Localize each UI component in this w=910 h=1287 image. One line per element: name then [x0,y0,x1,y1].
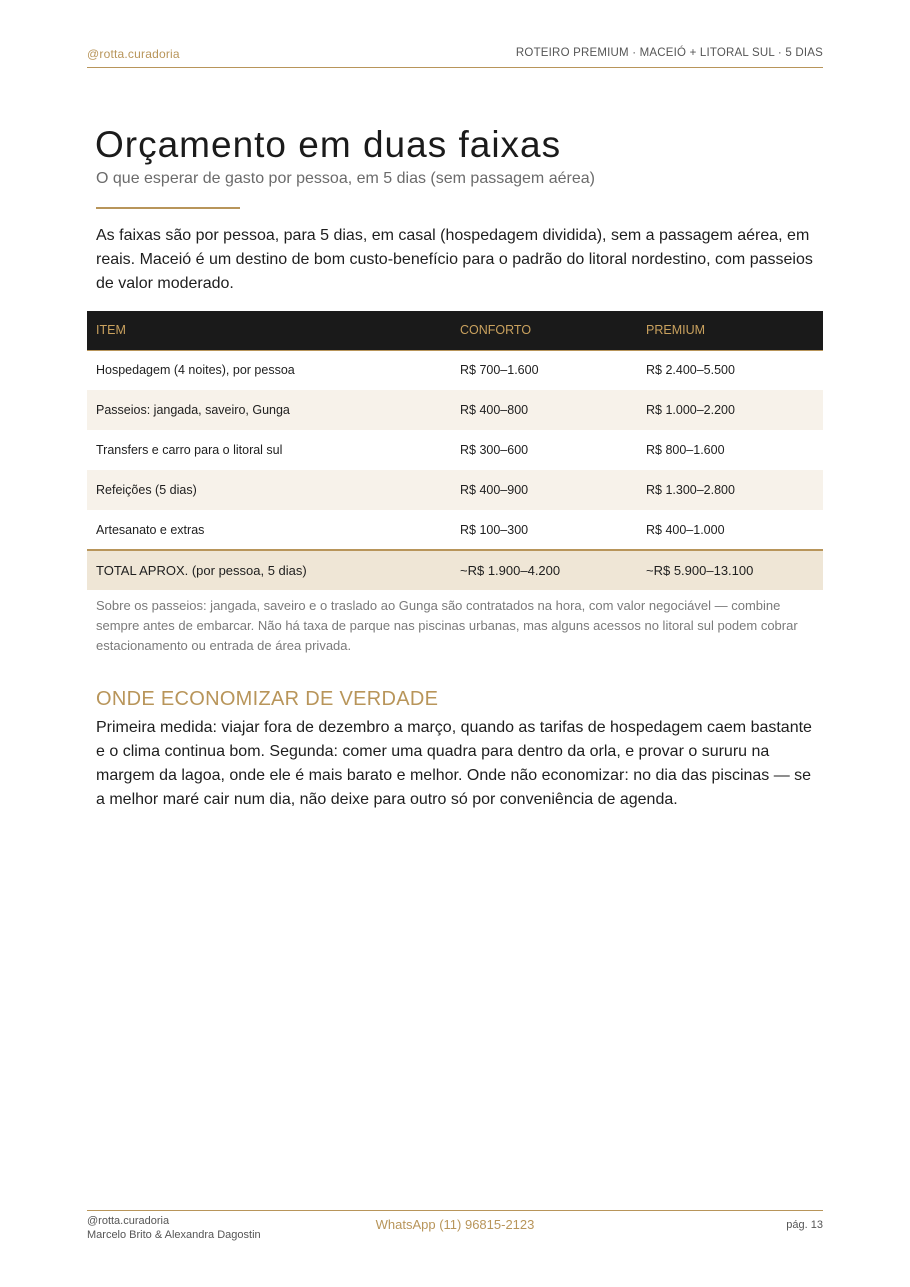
row-premium: R$ 2.400–5.500 [646,363,735,378]
row-premium: R$ 1.300–2.800 [637,470,823,510]
page-title: Orçamento em duas faixas [95,124,562,165]
section-body: Primeira medida: viajar fora de dezembro a março, quando as tarifas de hospedagem caem bastante e o clima continua bom. Segunda: comer uma quadra para dentro da orla, e provar o sururu na margem da lagoa, onde ele é mais barato e melhor. Onde não economizar: no dia das piscinas — se a melhor maré cair num dia, não deixe para outro só por conveniência de agenda. [96,719,812,808]
total-label: TOTAL APROX. (por pessoa, 5 dias) [87,550,451,590]
total-conforto: ~R$ 1.900–4.200 [451,550,637,590]
row-conforto: R$ 700–1.600 [460,363,539,378]
table-row [87,350,823,390]
row-premium: R$ 400–1.000 [646,522,725,537]
row-item: Refeições (5 dias) [87,470,451,510]
header-doc-title: ROTEIRO PREMIUM · MACEIÓ + LITORAL SUL · 5 DIAS [515,47,823,59]
row-conforto: R$ 400–800 [451,390,637,430]
section-heading: ONDE ECONOMIZAR DE VERDADE [96,688,439,710]
row-item: Artesanato e extras [96,522,205,537]
row-item: Transfers e carro para o litoral sul [96,443,283,457]
row-item: Passeios: jangada, saveiro, Gunga [87,390,451,430]
table-row [87,430,823,470]
header-item: ITEM [87,311,451,350]
footer-whatsapp: WhatsApp (11) 96815-2123 [375,1217,535,1232]
table-row [87,470,823,510]
page-subtitle: O que esperar de gasto por pessoa, em 5 dias (sem passagem aérea) [96,170,595,187]
table-note: Sobre os passeios: jangada, saveiro e o traslado ao Gunga são contratados na hora, com valor negociável — combine sempre antes de embarcar. Não há taxa de parque nas piscinas urbanas, mas alguns acessos no litoral sul podem cobrar estacionamento ou entrada de área privada. [96,598,798,653]
table-total-row [87,550,823,590]
footer-brand: @rotta.curadoria [87,1215,170,1227]
table-row [87,390,823,430]
row-premium: R$ 1.000–2.200 [637,390,823,430]
row-item: Hospedagem (4 noites), por pessoa [96,363,295,378]
table-row [87,510,823,550]
intro-paragraph: As faixas são por pessoa, para 5 dias, em casal (hospedagem dividida), sem a passagem aérea, em reais. Maceió é um destino de bom custo-benefício para o padrão do litoral nordestino, com passeios de valor moderado. [96,227,813,292]
header-conforto: CONFORTO [451,311,637,350]
total-premium: ~R$ 5.900–13.100 [637,550,823,590]
row-premium: R$ 800–1.600 [646,443,725,457]
page-footer [87,1210,823,1241]
table-header-row [87,311,823,350]
row-conforto: R$ 100–300 [460,522,529,537]
row-conforto: R$ 300–600 [460,443,529,457]
row-conforto: R$ 400–900 [451,470,637,510]
page-header [87,45,823,68]
header-brand: @rotta.curadoria [87,47,180,61]
footer-page-number: pág. 13 [786,1219,823,1231]
footer-authors: Marcelo Brito & Alexandra Dagostin [87,1229,261,1241]
accent-divider [96,207,240,209]
budget-table [87,311,823,590]
header-premium: PREMIUM [637,311,823,350]
